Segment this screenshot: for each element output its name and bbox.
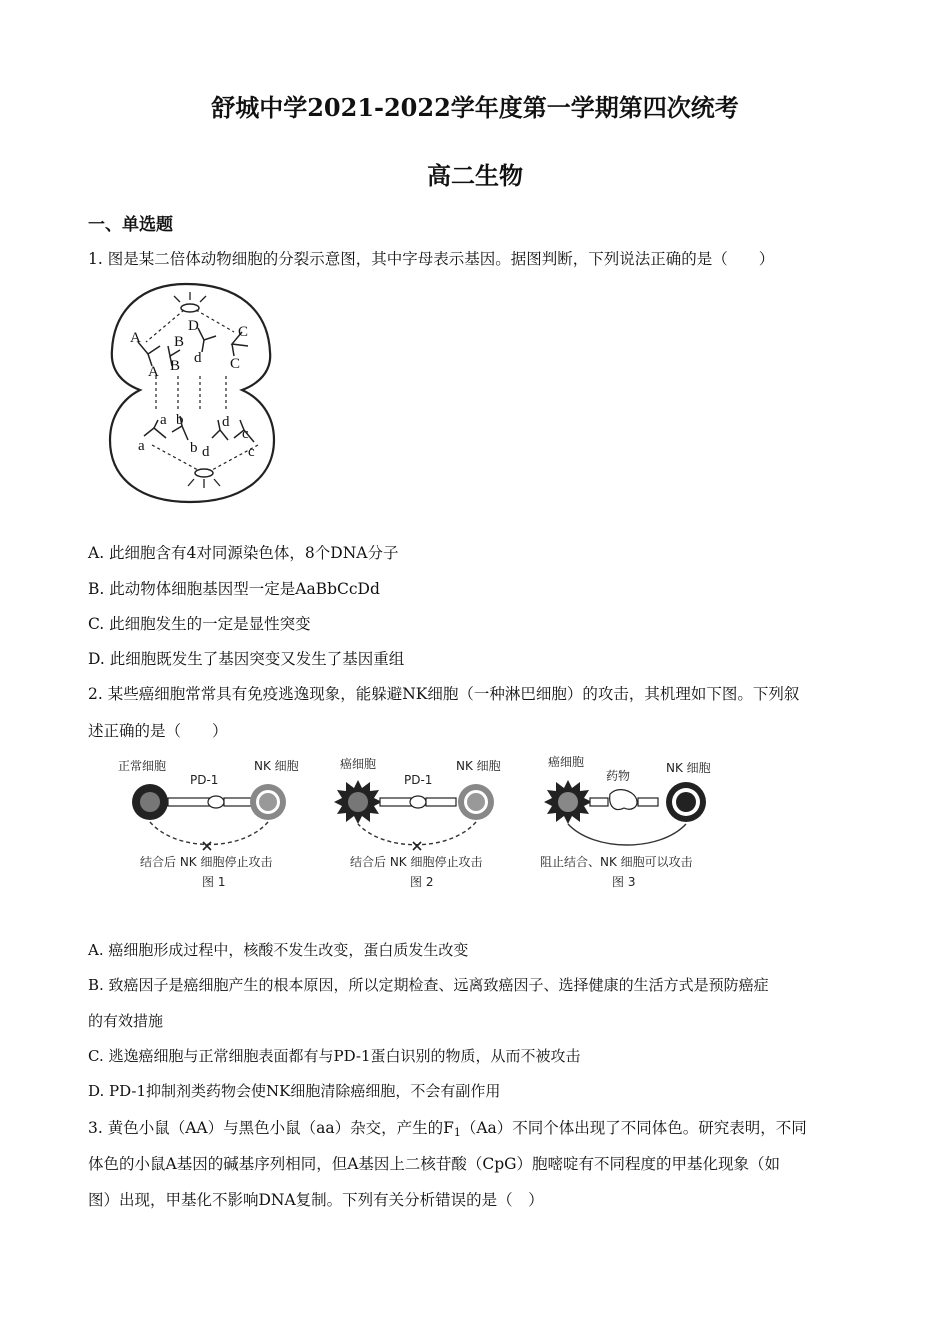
q2-option-c: C. 逃逸癌细胞与正常细胞表面都有与PD-1蛋白识别的物质，从而不被攻击 <box>88 1047 581 1065</box>
gene-label: B <box>174 334 185 350</box>
q3-stem-line3: 图）出现，甲基化不影响DNA复制。下列有关分析错误的是（ ） <box>88 1191 544 1209</box>
q2-figure-1 <box>112 754 312 894</box>
q3-text-a: 3. 黄色小鼠（AA）与黑色小鼠（aa）杂交，产生的F <box>88 1119 454 1137</box>
q3-stem-line2: 体色的小鼠A基因的碱基序列相同，但A基因上二核苷酸（CpG）胞嘧啶有不同程度的甲基化现象（如 <box>88 1155 781 1173</box>
gene-label: d <box>194 350 202 366</box>
q2-figure-2 <box>330 754 530 894</box>
fig3-middle-label: 药物 <box>606 769 631 783</box>
fig3-caption: 阻止结合、NK 细胞可以攻击 <box>540 855 693 869</box>
fig1-middle-label: PD-1 <box>190 773 219 787</box>
gene-label: b <box>190 440 198 456</box>
fig3-number: 图 3 <box>612 875 636 889</box>
q1-stem: 1. 图是某二倍体动物细胞的分裂示意图，其中字母表示基因。据图判断，下列说法正确的是（ ） <box>88 250 775 268</box>
fig3-left-label: 癌细胞 <box>548 755 585 769</box>
gene-label: D <box>188 318 199 334</box>
fig1-number: 图 1 <box>202 875 226 889</box>
gene-label: a <box>160 412 167 428</box>
q2-option-d: D. PD-1抑制剂类药物会使NK细胞清除癌细胞，不会有副作用 <box>88 1082 501 1100</box>
section-heading: 一、单选题 <box>88 215 173 235</box>
q2-option-b: B. 致癌因子是癌细胞产生的根本原因，所以定期检查、远离致癌因子、选择健康的生活方式是预防癌症 <box>88 976 769 994</box>
q1-option-b: B. 此动物体细胞基因型一定是AaBbCcDd <box>88 580 380 598</box>
gene-label: c <box>248 444 255 460</box>
fig2-middle-label: PD-1 <box>404 773 433 787</box>
fig2-caption: 结合后 NK 细胞停止攻击 <box>350 855 483 869</box>
q2-option-a: A. 癌细胞形成过程中，核酸不发生改变，蛋白质发生改变 <box>88 941 469 959</box>
q3-subscript: 1 <box>453 1126 461 1139</box>
fig1-right-label: NK 细胞 <box>254 759 299 773</box>
gene-label: d <box>222 414 230 430</box>
q2-stem-line1: 2. 某些癌细胞常常具有免疫逃逸现象，能躲避NK细胞（一种淋巴细胞）的攻击，其机理如下图。下列叙 <box>88 685 800 703</box>
gene-label: b <box>176 412 184 428</box>
gene-label: C <box>238 324 249 340</box>
exam-title: 舒城中学2021-2022学年度第一学期第四次统考 <box>211 93 739 122</box>
gene-label: A <box>148 364 159 380</box>
fig2-number: 图 2 <box>410 875 434 889</box>
gene-label: d <box>202 444 210 460</box>
q1-option-d: D. 此细胞既发生了基因突变又发生了基因重组 <box>88 650 405 668</box>
fig1-caption: 结合后 NK 细胞停止攻击 <box>140 855 273 869</box>
fig3-right-label: NK 细胞 <box>666 761 711 775</box>
fig2-right-label: NK 细胞 <box>456 759 501 773</box>
subject-title: 高二生物 <box>427 161 523 190</box>
q1-option-c: C. 此细胞发生的一定是显性突变 <box>88 615 311 633</box>
fig2-left-label: 癌细胞 <box>340 757 377 771</box>
q2-option-b-cont: 的有效措施 <box>88 1012 164 1030</box>
q3-stem-line1 <box>88 1116 858 1139</box>
q2-figure-3 <box>540 752 740 894</box>
gene-label: a <box>138 438 145 454</box>
gene-label: B <box>170 358 181 374</box>
gene-label: A <box>130 330 141 346</box>
q3-text-b: （Aa）不同个体出现了不同体色。研究表明，不同 <box>460 1119 807 1137</box>
gene-label: c <box>242 426 249 442</box>
q1-option-a: A. 此细胞含有4对同源染色体，8个DNA分子 <box>88 544 399 562</box>
q1-cell-division-figure <box>108 280 278 505</box>
fig1-left-label: 正常细胞 <box>118 759 167 773</box>
gene-label: C <box>230 356 241 372</box>
q2-stem-line2: 述正确的是（ ） <box>88 722 228 740</box>
